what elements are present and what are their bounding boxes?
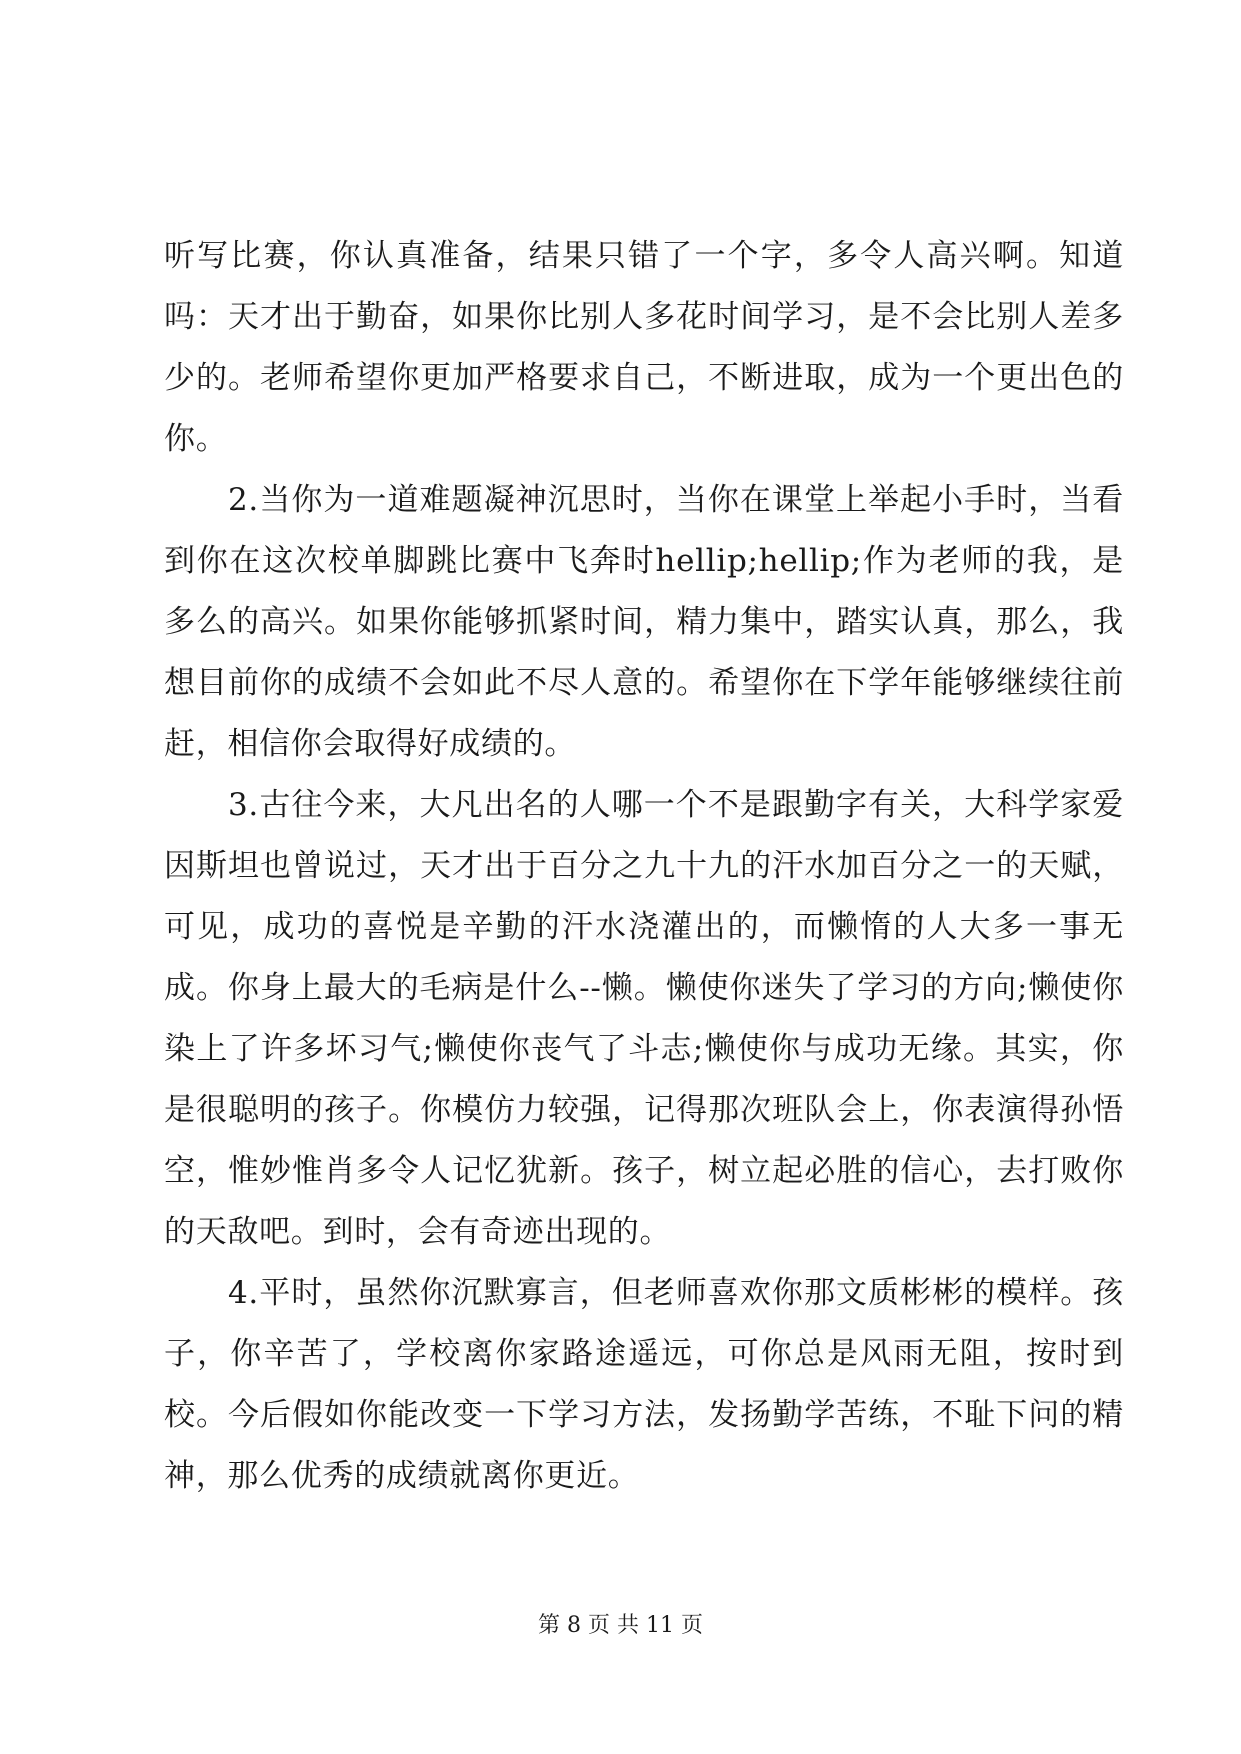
paragraph-comment-3: 3.古往今来，大凡出名的人哪一个不是跟勤字有关，大科学家爱因斯坦也曾说过，天才出于百分之九十九的汗水加百分之一的天赋，可见，成功的喜悦是辛勤的汗水浇灌出的，而懒惰的人大多一事无成。你身上最大的毛病是什么--懒。懒使你迷失了学习的方向;懒使你染上了许多坏习气;懒使你丧气了斗志;懒使你与成功无缘。其实，你是很聪明的孩子。你模仿力较强，记得那次班队会上，你表演得孙悟空，惟妙惟肖多令人记忆犹新。孩子，树立起必胜的信心，去打败你的天敌吧。到时，会有奇迹出现的。 — [164, 787, 1124, 1250]
paragraph-comment-4: 4.平时，虽然你沉默寡言，但老师喜欢你那文质彬彬的模样。孩子，你辛苦了，学校离你家路途遥远，可你总是风雨无阻，按时到校。今后假如你能改变一下学习方法，发扬勤学苦练，不耻下问的精神，那么优秀的成绩就离你更近。 — [164, 1275, 1124, 1494]
paragraph-continuation: 听写比赛，你认真准备，结果只错了一个字，多令人高兴啊。知道吗：天才出于勤奋，如果你比别人多花时间学习，是不会比别人差多少的。老师希望你更加严格要求自己，不断进取，成为一个更出色的你。 — [164, 238, 1124, 457]
page-number-footer: 第 8 页 共 11 页 — [538, 1613, 703, 1638]
paragraph-comment-2: 2.当你为一道难题凝神沉思时，当你在课堂上举起小手时，当看到你在这次校单脚跳比赛中飞奔时hellip;hellip;作为老师的我，是多么的高兴。如果你能够抓紧时间，精力集中，踏实认真，那么，我想目前你的成绩不会如此不尽人意的。希望你在下学年能够继续往前赶，相信你会取得好成绩的。 — [164, 482, 1124, 762]
document-body — [164, 226, 1124, 1507]
